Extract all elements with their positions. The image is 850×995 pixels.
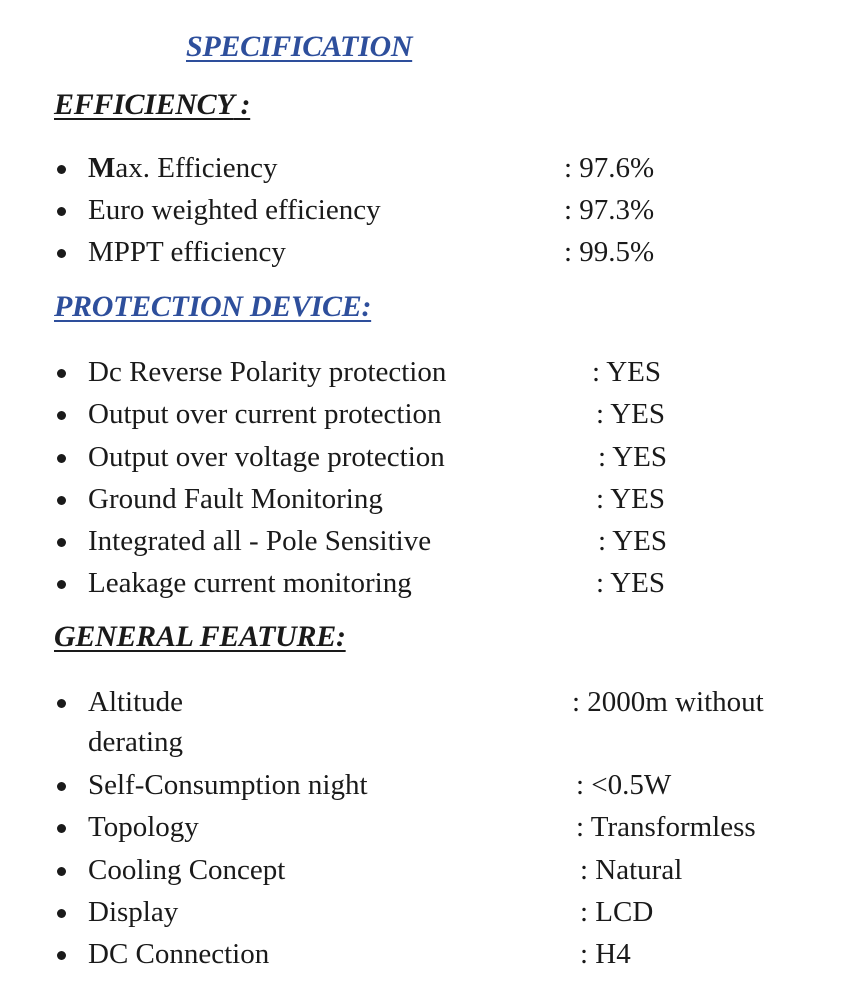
bullet-icon [57,538,66,547]
spec-label: Cooling Concept [88,854,286,886]
spec-label: Output over current protection [88,398,442,430]
bullet-icon [57,165,66,174]
bullet-icon [57,699,66,708]
spec-value: : YES [596,567,666,599]
spec-label-continued: derating [88,726,184,758]
bullet-icon [57,824,66,833]
bullet-icon [57,909,66,918]
list-item [0,437,850,477]
spec-label: Leakage current monitoring [88,567,412,599]
bullet-icon [57,951,66,960]
spec-label [88,148,277,188]
spec-value: : LCD [580,896,654,928]
list-item [0,850,850,890]
spec-value: : Natural [580,854,683,886]
efficiency-heading [54,88,250,122]
spec-value: : 97.3% [564,194,655,226]
spec-value: : <0.5W [576,769,672,801]
spec-value: : YES [592,356,662,388]
list-item [0,232,850,272]
spec-value: : Transformless [576,811,756,843]
general-heading: GENERAL FEATURE: [54,620,346,653]
list-item [0,807,850,847]
spec-value: : 99.5% [564,236,655,268]
spec-value: : YES [596,483,666,515]
bullet-icon [57,454,66,463]
spec-value: : 97.6% [564,152,655,184]
list-item [0,682,850,764]
spec-value: : YES [598,441,668,473]
spec-label-rest: ax. Efficiency [115,152,278,184]
spec-label: Euro weighted efficiency [88,194,381,226]
spec-value: : YES [598,525,668,557]
list-item [0,521,850,561]
list-item [0,765,850,805]
bullet-icon [57,496,66,505]
spec-label: Self-Consumption night [88,769,368,801]
spec-label: Altitude [88,686,184,718]
spec-label: MPPT efficiency [88,236,286,268]
spec-label: Ground Fault Monitoring [88,483,383,515]
spec-label: Display [88,896,179,928]
efficiency-heading-text: EFFICIENCY [54,88,234,121]
list-item [0,394,850,434]
spec-label-initial: M [88,152,116,184]
protection-heading: PROTECTION DEVICE: [54,290,372,323]
bullet-icon [57,249,66,258]
list-item [0,892,850,932]
bullet-icon [57,782,66,791]
list-item [0,934,850,974]
spec-value: : 2000m without [572,686,764,718]
list-item [0,148,850,188]
spec-label: Topology [88,811,199,843]
list-item [0,190,850,230]
spec-label: DC Connection [88,938,270,970]
list-item [0,479,850,519]
spec-label: Integrated all - Pole Sensitive [88,525,432,557]
spec-label: Dc Reverse Polarity protection [88,356,447,388]
bullet-icon [57,207,66,216]
bullet-icon [57,580,66,589]
bullet-icon [57,867,66,876]
page-title: SPECIFICATION [186,30,413,63]
list-item [0,563,850,603]
spec-label: Output over voltage protection [88,441,445,473]
spec-value: : YES [596,398,666,430]
efficiency-heading-colon: : [240,88,251,121]
list-item [0,352,850,392]
bullet-icon [57,369,66,378]
spec-value: : H4 [580,938,631,970]
bullet-icon [57,411,66,420]
